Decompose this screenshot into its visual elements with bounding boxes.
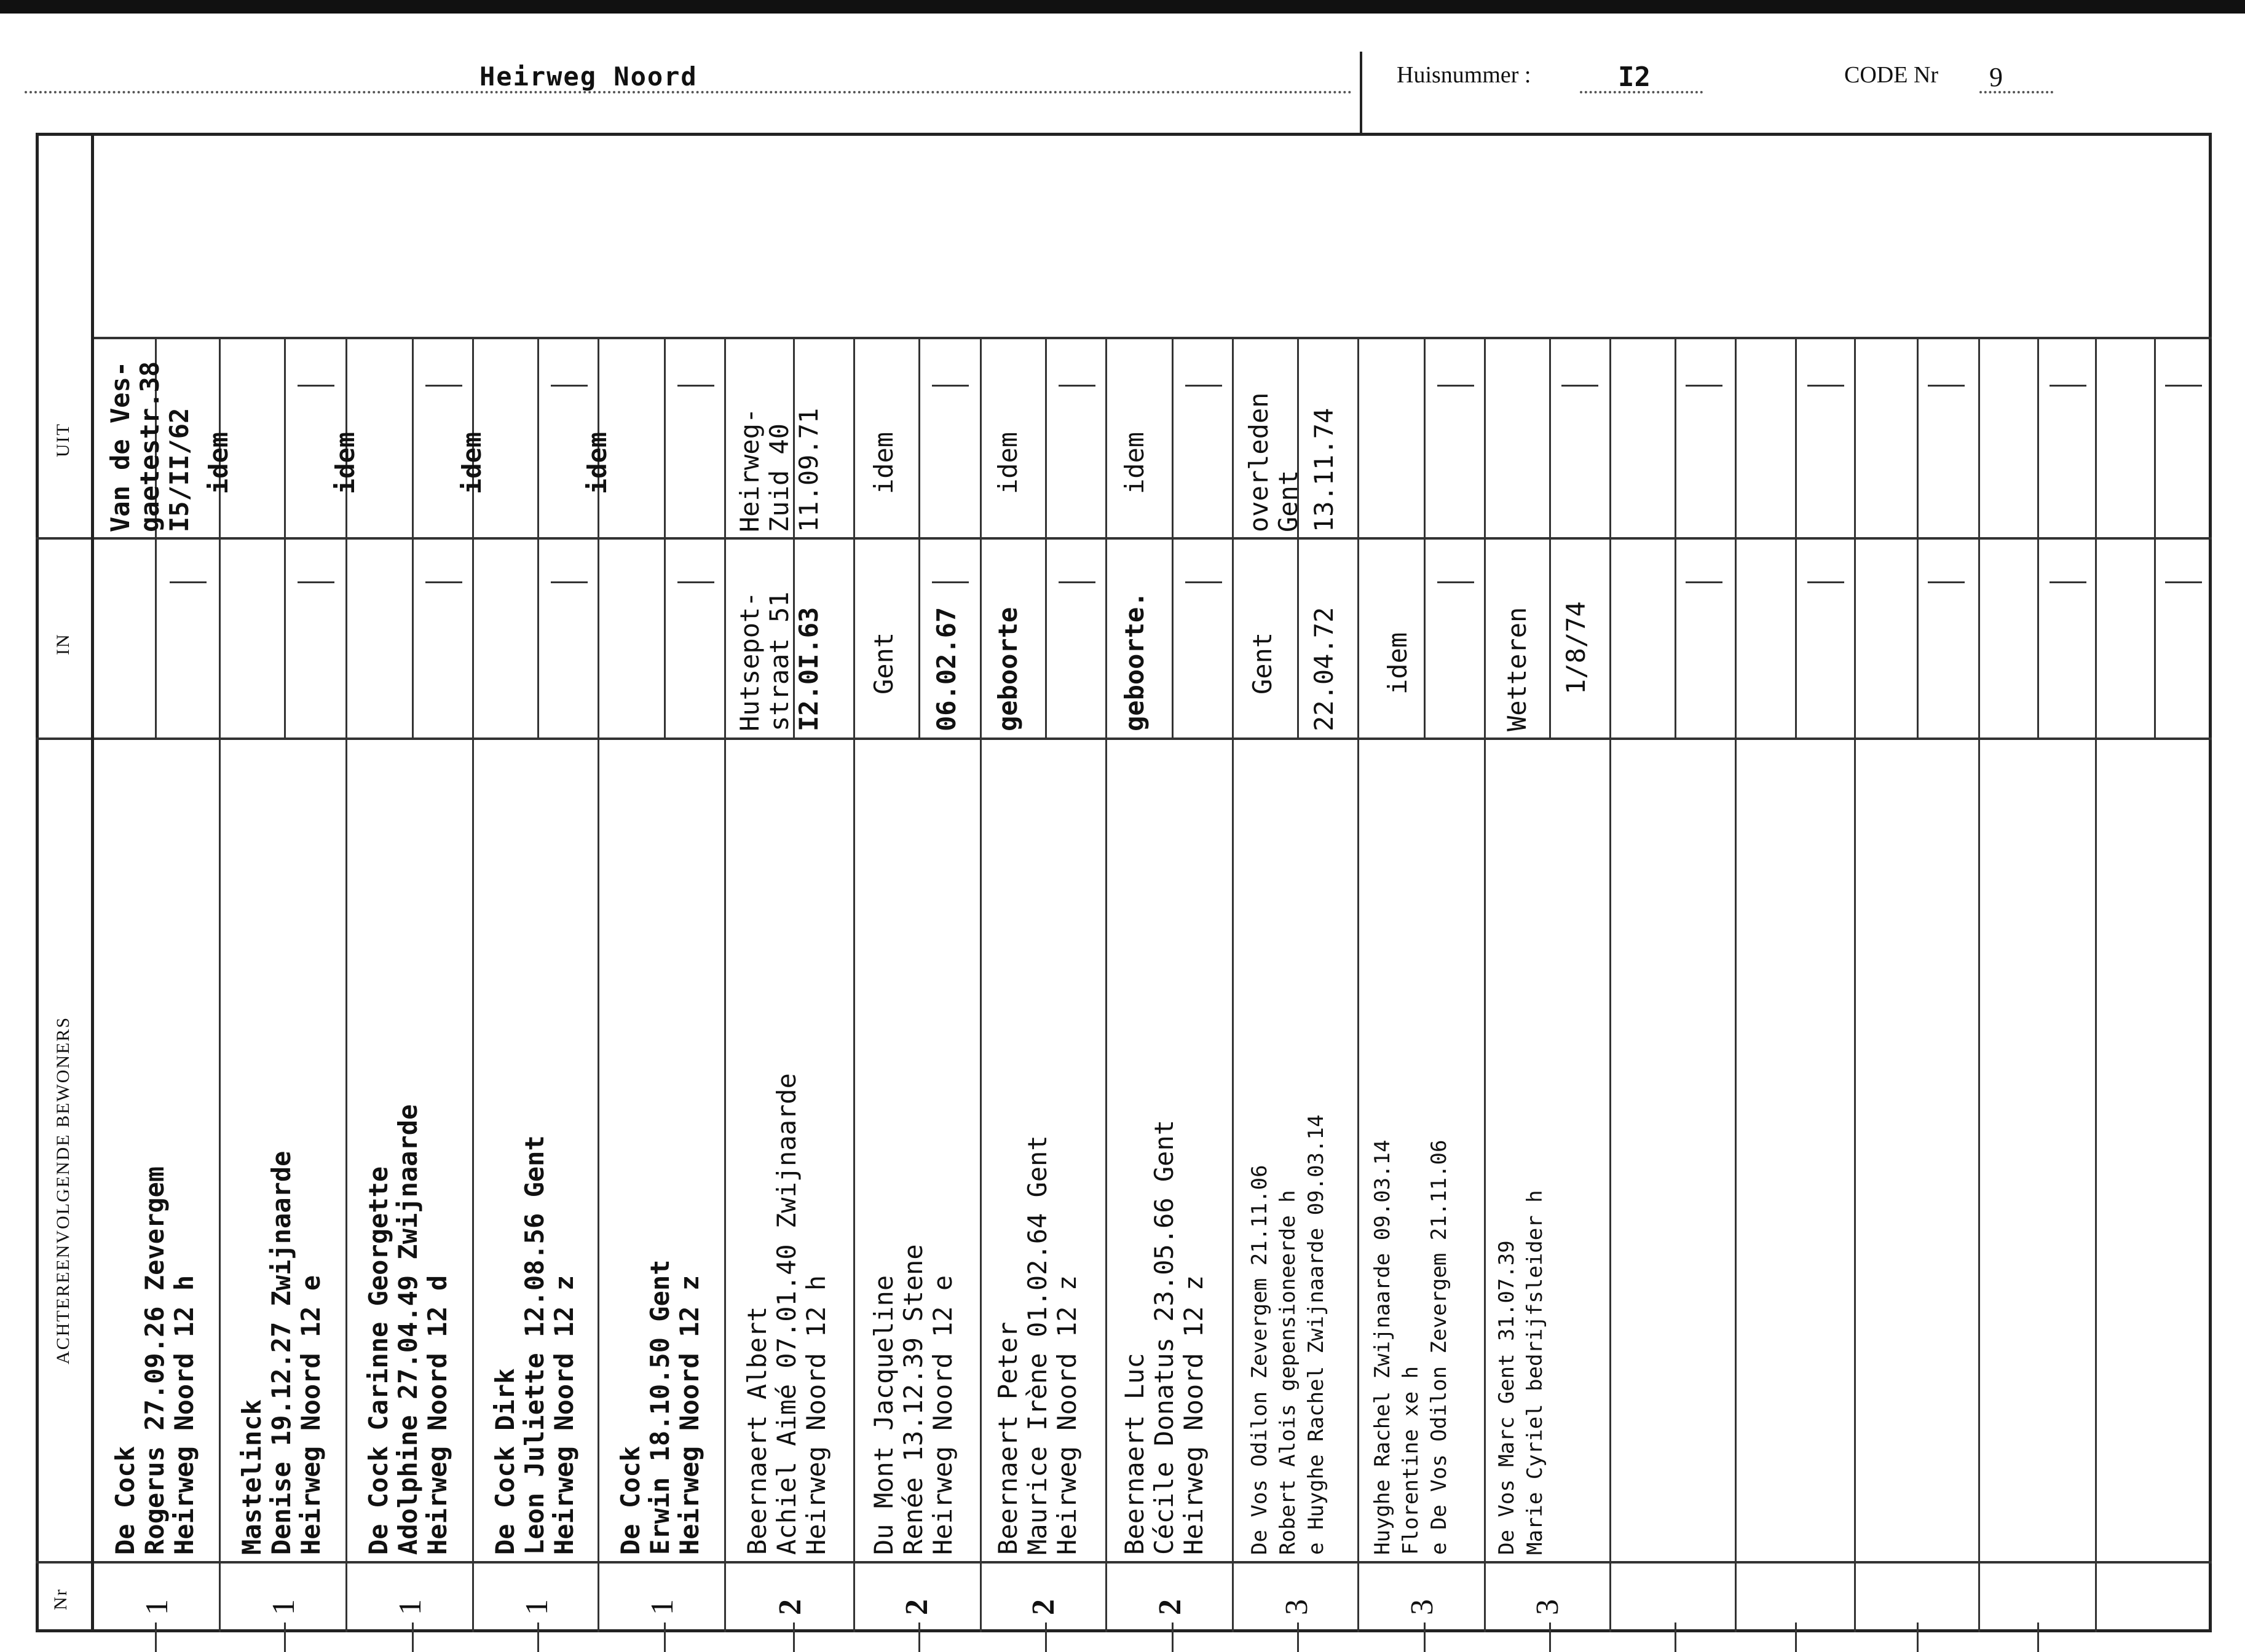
bottom-tick [793,1622,795,1652]
row-11-resident: Huyghe Rachel Zwijnaarde 09.03.14 Florentine xe h e De Vos Odilon Zevergem 21.11.06 [1370,1139,1451,1555]
empty-dash [677,581,714,583]
row-3-resident: De Cock Carinne Georgette Adolphine 27.04.49 Zwijnaarde Heirweg Noord 12 d [363,1104,452,1555]
subcell-separator [1795,337,1797,738]
row-separator [1978,337,1980,1632]
empty-dash [2050,385,2086,387]
empty-dash [1807,385,1844,387]
row-9-number: 2 [1153,1599,1188,1615]
row-9-in: geboorte. [1119,591,1150,731]
empty-dash [425,385,462,387]
row-separator [1105,337,1107,1632]
street-dotted-line [25,91,1352,93]
code-label: CODE Nr [1844,62,1939,88]
bottom-tick [1549,1622,1551,1652]
row-7-resident: Du Mont Jacqueline Renée 13.12.39 Stene Heirweg Noord 12 e [869,1244,958,1555]
row-9-resident: Beernaert Luc Cécile Donatus 23.05.66 Gent Heirweg Noord 12 z [1119,1119,1209,1555]
subcell-separator [1675,337,1676,738]
row-separator [472,337,474,1632]
empty-dash [1185,385,1222,387]
subcell-separator [2037,337,2039,738]
scan-top-border [0,0,2245,14]
row-separator [1484,337,1486,1632]
row-2-resident: Mastelinck Denise 19.12.27 Zwijnaarde Heirweg Noord 12 e [237,1150,326,1555]
bottom-tick [1917,1622,1919,1652]
empty-dash [932,385,969,387]
bottom-tick [1675,1622,1676,1652]
code-dotted-line [1979,91,2053,93]
empty-dash [551,581,588,583]
divider-out-top [92,337,2212,339]
subcell-separator [1424,337,1426,738]
empty-dash [425,581,462,583]
row-separator [219,337,221,1632]
divider-out-in [36,537,2212,540]
row-7-number: 2 [899,1599,934,1615]
row-2-out: idem [203,431,234,494]
empty-dash [298,581,334,583]
row-6-in: Hutsepot- straat 51 I2.0I.63 [735,591,824,731]
row-5-number: 1 [645,1599,680,1615]
row-separator [2095,337,2097,1632]
row-10-in-date: 22.04.72 [1309,607,1339,731]
bottom-tick [155,1622,157,1652]
house-number-value: I2 [1618,61,1651,93]
row-12-in: Wetteren [1502,607,1532,731]
subcell-separator [1045,337,1047,738]
empty-dash [2165,581,2202,583]
subcell-separator [1172,337,1174,738]
row-6-number: 2 [773,1599,808,1615]
empty-dash [551,385,588,387]
subcell-separator [284,337,286,738]
empty-dash [2050,581,2086,583]
column-label-residents: ACHTEREENVOLGENDE BEWONERS [53,1016,73,1364]
row-2-number: 1 [266,1599,301,1615]
empty-dash [1561,385,1598,387]
divider-residents-nr [36,1561,2212,1564]
bottom-tick [284,1622,286,1652]
bottom-tick [1172,1622,1174,1652]
row-4-number: 1 [519,1599,554,1615]
row-3-out: idem [330,431,360,494]
row-5-out: idem [582,431,612,494]
row-8-in: geboorte [993,607,1023,731]
row-6-out: Heirweg- Zuid 40 11.09.71 [735,407,824,532]
empty-dash [1059,581,1095,583]
header-separator [1360,52,1362,133]
bottom-tick [537,1622,539,1652]
row-10-out-date: 13.11.74 [1309,407,1339,532]
house-number-dotted-line [1580,91,1703,93]
subcell-separator [664,337,666,738]
empty-dash [1686,385,1722,387]
subcell-separator [2154,337,2156,738]
row-4-resident: De Cock Dirk Leon Juliette 12.08.56 Gent Heirweg Noord 12 z [490,1135,579,1555]
bottom-tick [412,1622,414,1652]
subcell-separator [1549,337,1551,738]
row-11-number: 3 [1405,1599,1440,1615]
empty-dash [1437,385,1474,387]
row-separator [853,337,855,1632]
row-7-in: Gent [869,632,899,694]
row-1-out: Van de Ves- gaetestr.38 I5/II/62 [105,361,194,532]
row-10-in: Gent [1247,632,1277,694]
empty-dash [1185,581,1222,583]
empty-dash [1928,385,1965,387]
row-separator [1854,337,1856,1632]
row-10-resident: De Vos Odilon Zevergem 21.11.06 Robert Alois gepensioneerde h e Huyghe Rachel Zwijnaarde 09.03.14 [1247,1114,1328,1555]
bottom-tick [664,1622,666,1652]
row-1-resident: De Cock Rogerus 27.09.26 Zevergem Heirweg Noord 12 h [110,1166,199,1555]
empty-dash [1437,581,1474,583]
subcell-separator [412,337,414,738]
row-4-out: idem [457,431,487,494]
row-12-resident: De Vos Marc Gent 31.07.39 Marie Cyriel bedrijfsleider h [1494,1190,1547,1555]
row-separator [1609,337,1611,1632]
street-name: Heirweg Noord [479,61,698,92]
empty-dash [170,581,207,583]
bottom-tick [1424,1622,1426,1652]
empty-dash [1928,581,1965,583]
column-label-in: IN [53,633,73,655]
empty-dash [2165,385,2202,387]
row-separator [980,337,982,1632]
row-5-resident: De Cock Erwin 18.10.50 Gent Heirweg Noord 12 z [615,1259,704,1555]
row-12-in-date: 1/8/74 [1561,601,1591,694]
row-separator [598,337,599,1632]
row-1-number: 1 [140,1599,175,1615]
empty-dash [932,581,969,583]
column-label-out: UIT [53,423,73,457]
empty-dash [1807,581,1844,583]
row-9-out: idem [1119,431,1150,494]
empty-dash [677,385,714,387]
row-8-number: 2 [1026,1599,1061,1615]
row-10-out: overleden Gent [1244,392,1303,532]
empty-dash [298,385,334,387]
row-11-in: idem [1383,632,1413,694]
empty-dash [1059,385,1095,387]
divider-in-residents [36,738,2212,740]
subcell-separator [918,337,920,738]
row-separator [1357,337,1359,1632]
code-number-value: 9 [1989,62,2003,92]
row-10-number: 3 [1279,1599,1314,1615]
row-6-resident: Beernaert Albert Achiel Aimé 07.01.40 Zwijnaarde Heirweg Noord 12 h [742,1073,831,1555]
empty-dash [1686,581,1722,583]
subcell-separator [537,337,539,738]
row-separator [1735,337,1737,1632]
row-3-number: 1 [393,1599,428,1615]
column-label-nr: Nr [50,1588,71,1610]
row-7-out: idem [869,431,899,494]
row-separator [724,337,726,1632]
row-8-out: idem [993,431,1023,494]
row-12-number: 3 [1530,1599,1565,1615]
bottom-tick [918,1622,920,1652]
house-number-label: Huisnummer : [1397,62,1531,88]
bottom-tick [1795,1622,1797,1652]
row-8-resident: Beernaert Peter Maurice Irène 01.02.64 Gent Heirweg Noord 12 z [993,1135,1082,1555]
header-column-separator [91,133,94,1632]
row-separator [1232,337,1234,1632]
bottom-tick [1045,1622,1047,1652]
row-separator [345,337,347,1632]
subcell-separator [1917,337,1919,738]
bottom-tick [1297,1622,1299,1652]
bottom-tick [2037,1622,2039,1652]
row-7-in-date: 06.02.67 [931,607,961,731]
